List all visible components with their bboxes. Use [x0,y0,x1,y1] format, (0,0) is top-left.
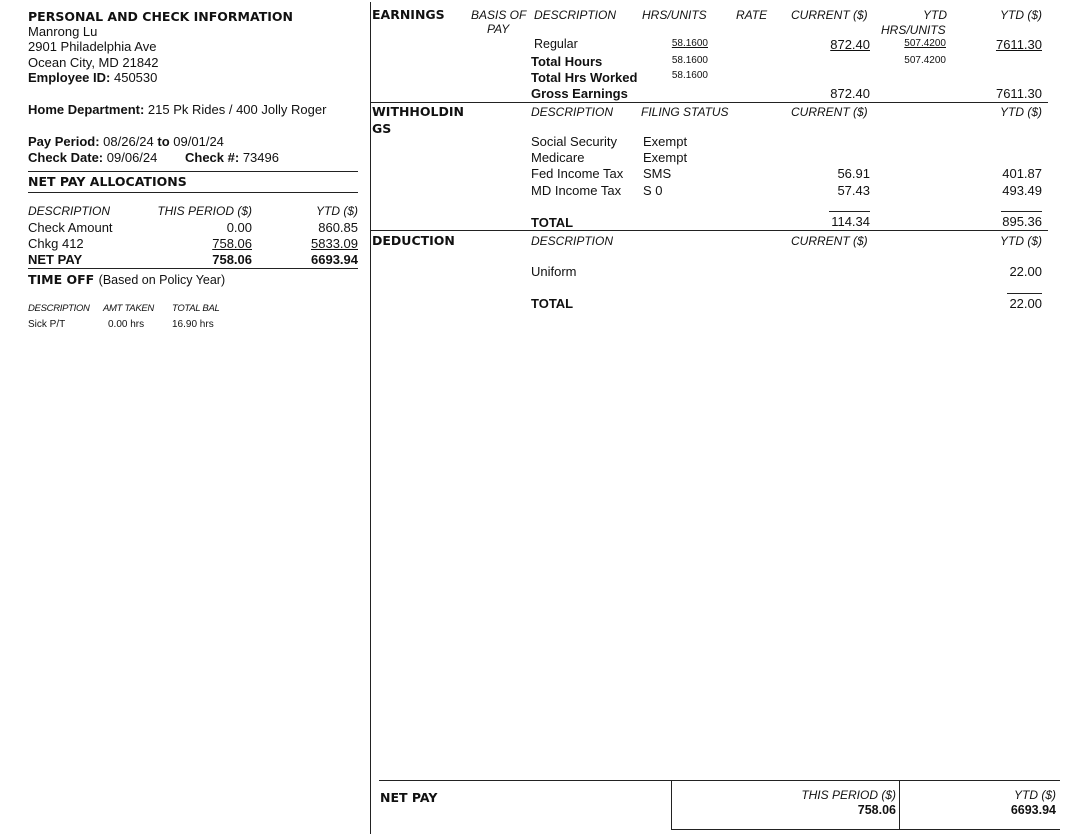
wh-total-desc: TOTAL [531,215,574,230]
check-number-value: 73496 [242,150,279,165]
ded-header-current: CURRENT ($) [791,234,868,248]
wh-header-current: CURRENT ($) [791,105,868,119]
net-pay-alloc-top-rule [28,171,358,172]
wh-filing: Exempt [643,134,688,149]
footer-period-value: 758.06 [857,803,896,817]
earn-total-hours-hrs: 58.1600 [671,55,708,66]
alloc-period: 0.00 [226,220,252,235]
earn-header-basis: BASIS OF [471,8,527,22]
timeoff-header-bal: TOTAL BAL [172,303,220,314]
home-dept-value: 215 Pk Rides / 400 Jolly Roger [147,102,327,117]
check-date-row [28,150,157,165]
net-pay-alloc-title-rule [28,192,358,193]
wh-desc: Social Security [531,134,617,149]
footer-divider-1 [671,781,672,829]
timeoff-header-desc: DESCRIPTION [28,303,90,314]
employee-id-row [28,70,157,85]
wh-filing: S 0 [643,183,663,198]
wh-total-current: 114.34 [831,214,870,229]
alloc-total-period: 758.06 [212,252,252,267]
footer-bottom-rule [671,829,1060,830]
employee-id-value: 450530 [113,70,158,85]
earn-total-hrs-worked-hrs: 58.1600 [671,70,708,81]
personal-title: PERSONAL AND CHECK INFORMATION [28,9,293,24]
footer-top-rule [379,780,1060,781]
wh-current-total-rule [829,211,870,212]
footer-divider-2 [899,781,900,829]
earnings-bottom-rule [371,102,1048,103]
deduction-title: DEDUCTION [372,233,455,248]
pay-period-end: 09/01/24 [173,134,224,149]
withholdings-title-2: GS [372,121,392,136]
address-line-2: Ocean City, MD 21842 [28,55,159,70]
wh-header-filing: FILING STATUS [641,105,729,119]
withholdings-title: WITHHOLDIN [372,104,464,119]
wh-filing: SMS [643,166,672,181]
wh-total-ytd: 895.36 [1002,214,1042,229]
earn-header-ytd-hrs-2: HRS/UNITS [881,23,946,37]
home-dept-label: Home Department: [28,102,145,117]
earn-regular-ytd [960,37,1042,52]
timeoff-taken: 0.00 hrs [108,319,145,330]
wh-ytd: 401.87 [1002,166,1042,181]
wh-filing: Exempt [643,150,688,165]
footer-ytd-label: YTD ($) [1014,788,1056,802]
pay-period-label: Pay Period: [28,134,100,149]
earn-header-rate: RATE [736,8,768,22]
time-off-subtitle: (Based on Policy Year) [98,273,226,287]
ded-header-desc: DESCRIPTION [531,234,614,248]
earn-total-hours-ytd-hrs: 507.4200 [904,55,946,66]
earn-regular-current [790,37,870,52]
time-off-title-row [28,271,225,289]
earn-header-ytd: YTD ($) [1000,8,1042,22]
alloc-header-desc: DESCRIPTION [28,204,111,218]
wh-desc: Fed Income Tax [531,166,624,181]
earn-header-desc: DESCRIPTION [534,8,617,22]
time-off-title: TIME OFF [28,272,95,287]
footer-net-pay-title: NET PAY [380,790,438,805]
home-dept-row [28,102,326,117]
earn-gross-desc: Gross Earnings [531,86,628,101]
alloc-ytd [280,236,358,251]
employee-name: Manrong Lu [28,24,98,39]
alloc-ytd: 860.85 [318,220,358,235]
alloc-total-ytd: 6693.94 [311,252,358,267]
address-line-1: 2901 Philadelphia Ave [28,39,157,54]
check-number-label: Check #: [185,150,240,165]
earn-total-hrs-worked-desc: Total Hrs Worked [531,70,638,85]
pay-period-start: 08/26/24 [103,134,154,149]
wh-current: 56.91 [837,166,870,181]
check-number-row [185,150,279,165]
alloc-ytd-value: 5833.09 [311,236,358,251]
wh-ytd: 493.49 [1002,183,1042,198]
earn-gross-current: 872.40 [830,86,870,101]
alloc-period-value: 758.06 [212,236,252,251]
ded-header-ytd: YTD ($) [1000,234,1042,248]
ded-ytd: 22.00 [1009,264,1042,279]
alloc-desc: Check Amount [28,220,113,235]
earn-regular-ytd-hrs-value: 507.4200 [904,38,946,49]
earn-header-basis-2: PAY [487,22,510,36]
earn-regular-current-value: 872.40 [830,37,870,52]
withholdings-bottom-rule [371,230,1048,231]
wh-header-ytd: YTD ($) [1000,105,1042,119]
earn-total-hours-desc: Total Hours [531,54,603,69]
earn-header-hrs: HRS/UNITS [642,8,707,22]
earn-regular-desc: Regular [534,37,578,51]
alloc-total-desc: NET PAY [28,252,83,267]
timeoff-header-taken: AMT TAKEN [103,303,154,314]
wh-header-desc: DESCRIPTION [531,105,614,119]
alloc-header-ytd: YTD ($) [316,204,358,218]
alloc-header-period: THIS PERIOD ($) [157,204,252,218]
earn-regular-hrs-value: 58.1600 [671,38,708,49]
employee-id-label: Employee ID: [28,70,111,85]
earn-regular-ytd-value: 7611.30 [995,37,1042,52]
footer-period-label: THIS PERIOD ($) [801,788,896,802]
timeoff-bal: 16.90 hrs [172,319,214,330]
earnings-title: EARNINGS [372,7,445,22]
wh-desc: Medicare [531,150,585,165]
earn-header-current: CURRENT ($) [791,8,868,22]
timeoff-desc: Sick P/T [28,319,66,330]
check-date-value: 09/06/24 [106,150,158,165]
ded-ytd-total-rule [1007,293,1042,294]
ded-total-ytd: 22.00 [1009,296,1042,311]
ded-desc: Uniform [531,264,577,279]
wh-desc: MD Income Tax [531,183,622,198]
alloc-desc: Chkg 412 [28,236,84,251]
ded-total-desc: TOTAL [531,296,574,311]
footer-ytd-value: 6693.94 [1010,803,1056,817]
net-pay-alloc-title: NET PAY ALLOCATIONS [28,174,187,189]
pay-period-row [28,134,224,149]
earn-regular-ytd-hrs [880,38,946,49]
check-date-label: Check Date: [28,150,104,165]
left-panel-border [370,2,371,834]
pay-period-to: to [157,134,170,149]
earn-gross-ytd: 7611.30 [995,86,1042,101]
alloc-period [150,236,252,251]
earn-header-ytd-hrs: YTD [923,8,947,22]
wh-current: 57.43 [837,183,870,198]
net-pay-alloc-bottom-rule [28,268,358,269]
wh-ytd-total-rule [1001,211,1042,212]
earn-regular-hrs [640,38,708,49]
